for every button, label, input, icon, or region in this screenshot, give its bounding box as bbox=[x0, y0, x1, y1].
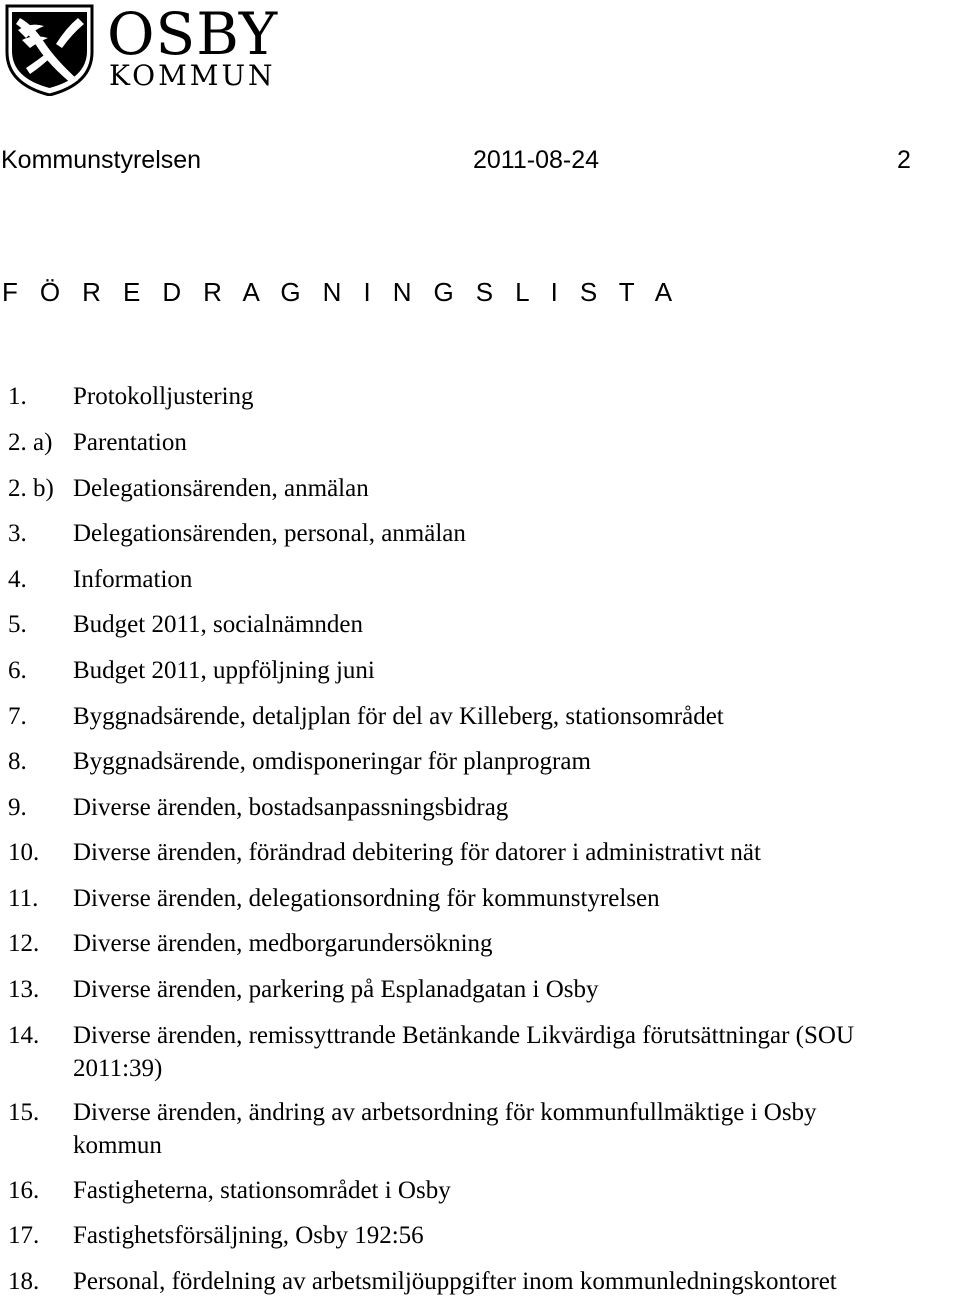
agenda-item-text: Diverse ärenden, ändring av arbetsordning för kommunfullmäktige i Osby bbox=[73, 1099, 817, 1126]
agenda-item-number: 5. bbox=[8, 611, 27, 638]
agenda-item-number: 2. a) bbox=[8, 429, 53, 456]
agenda-item-text: Delegationsärenden, anmälan bbox=[73, 475, 369, 502]
agenda-item-number: 10. bbox=[8, 839, 40, 866]
agenda-item-text: Diverse ärenden, bostadsanpassningsbidrag bbox=[73, 794, 509, 821]
agenda-item-text: Parentation bbox=[73, 429, 187, 456]
agenda-item-text: Byggnadsärende, omdisponeringar för planprogram bbox=[73, 748, 591, 775]
agenda-item-number: 12. bbox=[8, 930, 40, 957]
agenda-item-text: Diverse ärenden, delegationsordning för kommunstyrelsen bbox=[73, 885, 660, 912]
agenda-item-text: Diverse ärenden, parkering på Esplanadgatan i Osby bbox=[73, 976, 599, 1003]
agenda-item-number: 11. bbox=[8, 885, 39, 912]
header-organization: Kommunstyrelsen bbox=[1, 146, 202, 174]
agenda-item-number: 13. bbox=[8, 976, 40, 1003]
logo-subtitle: KOMMUN bbox=[109, 59, 276, 92]
agenda-item-text: Fastighetsförsäljning, Osby 192:56 bbox=[73, 1222, 424, 1249]
document-header bbox=[0, 143, 960, 177]
document-title: F Ö R E D R A G N I N G S L I S T A bbox=[2, 277, 680, 307]
agenda-item-number: 1. bbox=[8, 383, 27, 410]
agenda-item-number: 7. bbox=[8, 703, 27, 730]
agenda-item-text: Personal, fördelning av arbetsmiljöuppgifter inom kommunledningskontoret bbox=[73, 1268, 837, 1295]
agenda-item-number: 8. bbox=[8, 748, 27, 775]
agenda-item-number: 3. bbox=[8, 520, 27, 547]
agenda-item-number: 4. bbox=[8, 566, 27, 593]
agenda-item-text: Delegationsärenden, personal, anmälan bbox=[73, 520, 466, 547]
agenda-item-text: Diverse ärenden, förändrad debitering för datorer i administrativt nät bbox=[73, 839, 761, 866]
agenda-item-number: 2. b) bbox=[8, 475, 54, 502]
header-page-number: 2 bbox=[897, 146, 911, 174]
agenda-item-number: 16. bbox=[8, 1177, 40, 1204]
agenda-item-text-continued: 2011:39) bbox=[73, 1055, 163, 1082]
agenda-item-text: Budget 2011, uppföljning juni bbox=[73, 657, 375, 684]
agenda-item-text: Budget 2011, socialnämnden bbox=[73, 611, 363, 638]
agenda-item-text: Diverse ärenden, remissyttrande Betänkande Likvärdiga förutsättningar (SOU bbox=[73, 1022, 854, 1049]
osby-kommun-logo bbox=[4, 0, 304, 96]
agenda-item-number: 15. bbox=[8, 1099, 40, 1126]
logo-wordmark: OSBY bbox=[107, 0, 279, 68]
header-date: 2011-08-24 bbox=[473, 146, 600, 174]
agenda-item-text: Diverse ärenden, medborgarundersökning bbox=[73, 930, 493, 957]
agenda-item-text: Information bbox=[73, 566, 193, 593]
agenda-item-number: 18. bbox=[8, 1268, 40, 1295]
agenda-item-number: 6. bbox=[8, 657, 27, 684]
agenda-item-text: Fastigheterna, stationsområdet i Osby bbox=[73, 1177, 451, 1204]
agenda-item-number: 9. bbox=[8, 794, 27, 821]
agenda-item-number: 17. bbox=[8, 1222, 40, 1249]
agenda-item-number: 14. bbox=[8, 1022, 40, 1049]
osby-coat-of-arms-icon bbox=[4, 4, 96, 96]
agenda-item-text: Protokolljustering bbox=[73, 383, 254, 410]
agenda-item-text-continued: kommun bbox=[73, 1132, 162, 1159]
agenda-item-text: Byggnadsärende, detaljplan för del av Killeberg, stationsområdet bbox=[73, 703, 724, 730]
